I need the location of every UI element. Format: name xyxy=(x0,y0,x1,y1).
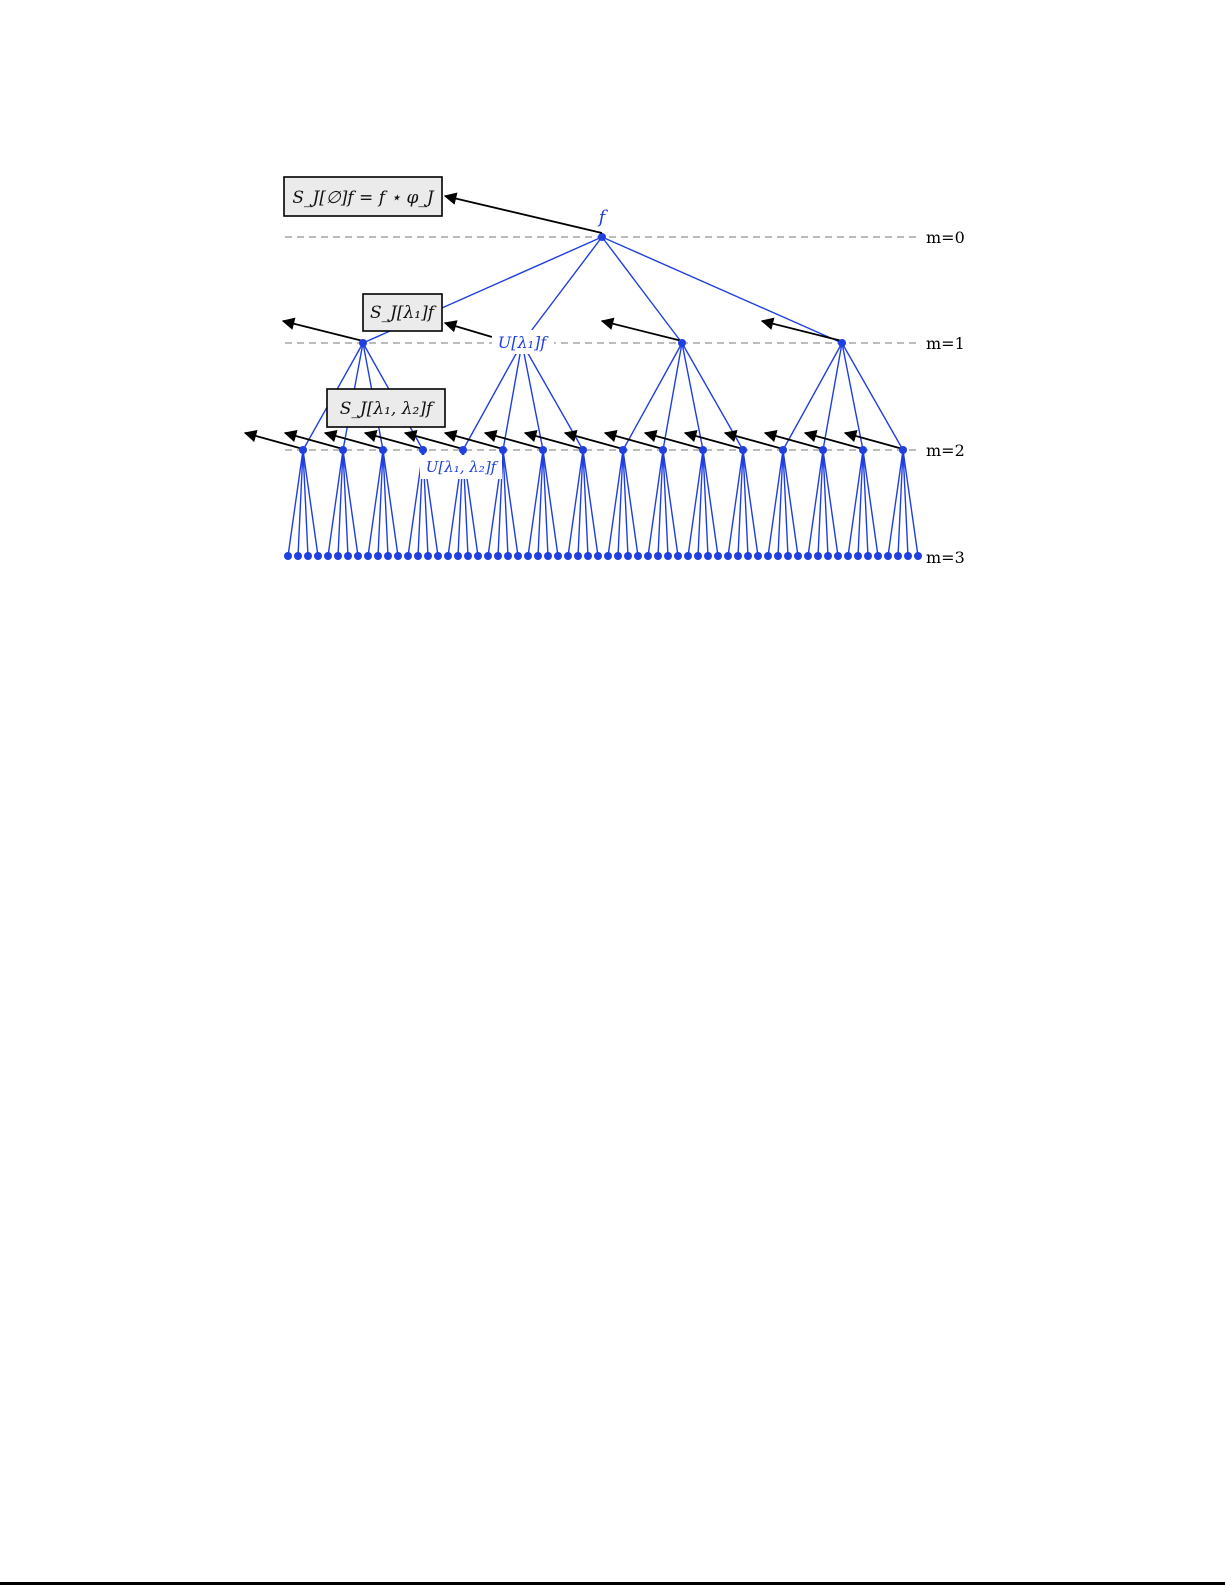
tree-node-level3 xyxy=(904,552,912,560)
box-s-lambda1-lambda2 xyxy=(327,389,445,427)
tree-node-level3 xyxy=(714,552,722,560)
label-u-lambda1: U[λ₁]f xyxy=(497,333,547,352)
tree-edge xyxy=(602,237,842,343)
output-arrows xyxy=(245,321,903,449)
tree-node-level1 xyxy=(678,339,686,347)
tree-node-level2 xyxy=(859,446,867,454)
tree-node-level3 xyxy=(694,552,702,560)
tree-node-level3 xyxy=(404,552,412,560)
tree-node-level3 xyxy=(554,552,562,560)
tree-node-level3 xyxy=(384,552,392,560)
tree-node-level3 xyxy=(494,552,502,560)
arrow-to-box0 xyxy=(445,196,602,233)
tree-node-level3 xyxy=(734,552,742,560)
level-label-m3: m=3 xyxy=(926,548,965,567)
tree-node-level3 xyxy=(884,552,892,560)
tree-node-level3 xyxy=(774,552,782,560)
tree-node-level3 xyxy=(574,552,582,560)
label-f: f xyxy=(598,207,606,228)
tree-node-level2 xyxy=(779,446,787,454)
tree-node-level3 xyxy=(704,552,712,560)
tree-node-level1 xyxy=(838,339,846,347)
tree-node-level3 xyxy=(474,552,482,560)
tree-node-level3 xyxy=(654,552,662,560)
tree-node-level3 xyxy=(324,552,332,560)
tree-node-level3 xyxy=(674,552,682,560)
tree-node-level3 xyxy=(374,552,382,560)
box-s-lambda1-text: S_J[λ₁]f xyxy=(369,303,435,323)
tree-node-level3 xyxy=(564,552,572,560)
tree-node-level3 xyxy=(454,552,462,560)
tree-node-level3 xyxy=(484,552,492,560)
tree-node-level2 xyxy=(619,446,627,454)
tree-node-level3 xyxy=(544,552,552,560)
tree-node-level3 xyxy=(864,552,872,560)
tree-node-level3 xyxy=(744,552,752,560)
tree-node-level3 xyxy=(614,552,622,560)
tree-node-level3 xyxy=(514,552,522,560)
tree-node-level3 xyxy=(304,552,312,560)
tree-node-level2 xyxy=(899,446,907,454)
tree-node-level2 xyxy=(699,446,707,454)
tree-node-level3 xyxy=(314,552,322,560)
tree-node-level3 xyxy=(784,552,792,560)
tree-edge xyxy=(522,237,602,343)
tree-node-level2 xyxy=(419,446,427,454)
tree-node-level3 xyxy=(604,552,612,560)
tree-node-level3 xyxy=(624,552,632,560)
tree-node-level2 xyxy=(499,446,507,454)
label-u-lambda1-lambda2: U[λ₁, λ₂]f xyxy=(425,458,497,476)
tree-node-level2 xyxy=(459,446,467,454)
tree-node-level2 xyxy=(299,446,307,454)
tree-node-level3 xyxy=(754,552,762,560)
box-s-empty-text: S_J[∅]f = f ⋆ φ_J xyxy=(292,188,434,208)
tree-node-level3 xyxy=(334,552,342,560)
tree-node-level3 xyxy=(434,552,442,560)
tree-node-level3 xyxy=(834,552,842,560)
tree-node-level3 xyxy=(824,552,832,560)
tree-node-level3 xyxy=(534,552,542,560)
tree-node-level1 xyxy=(359,339,367,347)
tree-node-level3 xyxy=(664,552,672,560)
tree-node-level2 xyxy=(539,446,547,454)
tree-node-level3 xyxy=(464,552,472,560)
box-s-empty xyxy=(284,177,442,216)
output-arrow xyxy=(602,321,682,341)
arrow-to-box1 xyxy=(445,323,492,337)
tree-node-level3 xyxy=(874,552,882,560)
level-label-m1: m=1 xyxy=(926,334,965,353)
tree-node-level3 xyxy=(504,552,512,560)
tree-node-level3 xyxy=(844,552,852,560)
tree-node-level3 xyxy=(914,552,922,560)
tree-node-level3 xyxy=(804,552,812,560)
tree-node-level2 xyxy=(819,446,827,454)
tree-node-level3 xyxy=(894,552,902,560)
tree-node-level3 xyxy=(594,552,602,560)
output-arrow xyxy=(283,321,363,341)
tree-node-level3 xyxy=(524,552,532,560)
tree-node-level3 xyxy=(584,552,592,560)
tree-node-level3 xyxy=(364,552,372,560)
tree-node-level3 xyxy=(354,552,362,560)
tree-node-level2 xyxy=(339,446,347,454)
tree-node-level3 xyxy=(414,552,422,560)
tree-node-level3 xyxy=(344,552,352,560)
tree-node-level3 xyxy=(634,552,642,560)
scattering-tree-diagram xyxy=(0,0,1225,620)
tree-node-level3 xyxy=(424,552,432,560)
tree-node-level3 xyxy=(684,552,692,560)
tree-node-level3 xyxy=(394,552,402,560)
tree-node-level3 xyxy=(814,552,822,560)
tree-node-level3 xyxy=(284,552,292,560)
output-arrow xyxy=(762,321,842,341)
level-label-m0: m=0 xyxy=(926,228,965,247)
tree-node-level2 xyxy=(739,446,747,454)
tree-edge xyxy=(602,237,682,343)
tree-node-level2 xyxy=(659,446,667,454)
box-s-lambda1 xyxy=(363,294,442,331)
tree-node-level3 xyxy=(644,552,652,560)
tree-node-level2 xyxy=(379,446,387,454)
tree-node-level3 xyxy=(764,552,772,560)
tree-node-level3 xyxy=(294,552,302,560)
tree-node-level3 xyxy=(794,552,802,560)
level-label-m2: m=2 xyxy=(926,441,965,460)
tree-node-root xyxy=(598,233,606,241)
tree-node-level3 xyxy=(854,552,862,560)
tree-node-level3 xyxy=(444,552,452,560)
tree-node-level3 xyxy=(724,552,732,560)
tree-node-level2 xyxy=(579,446,587,454)
box-s-lambda1-lambda2-text: S_J[λ₁, λ₂]f xyxy=(339,399,433,419)
